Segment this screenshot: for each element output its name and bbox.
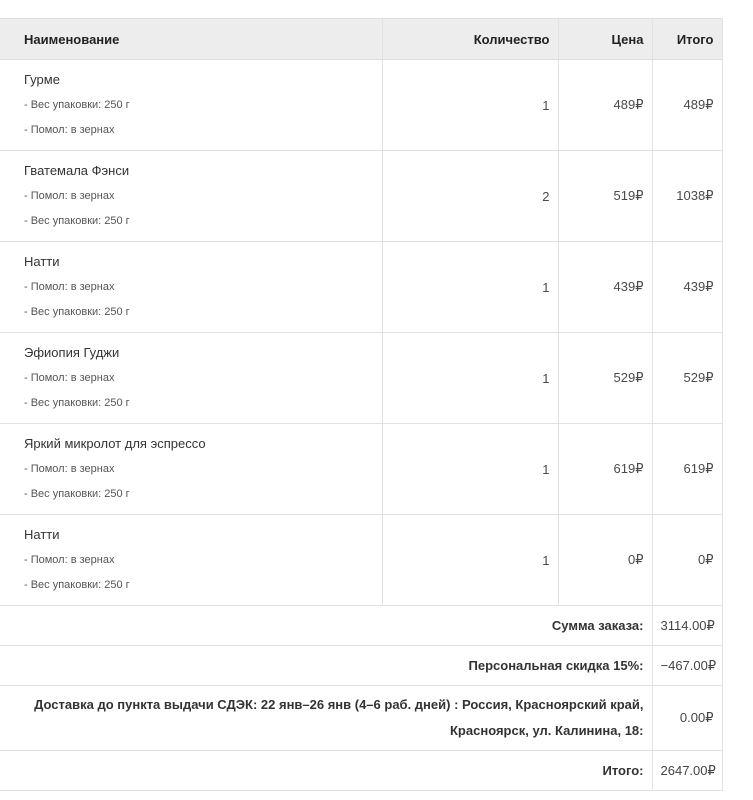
price-cell: 519₽ <box>558 151 652 242</box>
total-cell: 1038₽ <box>652 151 722 242</box>
delivery-row <box>0 686 722 751</box>
product-option: - Вес упаковки: 250 г <box>24 397 130 409</box>
grand-total-label: Итого: <box>0 751 652 791</box>
grand-total-row <box>0 751 722 791</box>
subtotal-value: 3114.00₽ <box>652 606 722 646</box>
product-option: - Вес упаковки: 250 г <box>24 215 130 227</box>
delivery-label-line2: Красноярск, ул. Калинина, 18: <box>450 723 644 738</box>
product-option: - Вес упаковки: 250 г <box>24 306 130 318</box>
product-option: - Вес упаковки: 250 г <box>24 99 130 111</box>
grand-total-value: 2647.00₽ <box>652 751 722 791</box>
price-cell: 0₽ <box>558 515 652 606</box>
product-cell <box>0 515 382 606</box>
product-option: - Помол: в зернах <box>24 124 115 136</box>
product-option: - Помол: в зернах <box>24 281 115 293</box>
product-option: - Помол: в зернах <box>24 190 115 202</box>
quantity-cell: 1 <box>382 424 558 515</box>
table-row <box>0 60 722 151</box>
product-option: - Вес упаковки: 250 г <box>24 488 130 500</box>
price-cell: 439₽ <box>558 242 652 333</box>
header-quantity: Количество <box>382 19 558 60</box>
product-name: Гватемала Фэнси <box>24 163 130 178</box>
quantity-cell: 1 <box>382 60 558 151</box>
discount-label: Персональная скидка 15%: <box>0 646 652 686</box>
product-cell <box>0 60 382 151</box>
total-cell: 439₽ <box>652 242 722 333</box>
quantity-cell: 1 <box>382 333 558 424</box>
product-name: Гурме <box>24 72 60 87</box>
product-cell <box>0 242 382 333</box>
table-header-row <box>0 19 722 60</box>
table-row <box>0 242 722 333</box>
header-price: Цена <box>558 19 652 60</box>
quantity-cell: 2 <box>382 151 558 242</box>
product-option: - Помол: в зернах <box>24 554 115 566</box>
total-cell: 529₽ <box>652 333 722 424</box>
product-option: - Помол: в зернах <box>24 463 115 475</box>
table-row <box>0 151 722 242</box>
header-name: Наименование <box>0 19 382 60</box>
subtotal-row <box>0 606 722 646</box>
discount-value: −467.00₽ <box>652 646 722 686</box>
product-name: Яркий микролот для эспрессо <box>24 436 206 451</box>
product-cell <box>0 151 382 242</box>
total-cell: 0₽ <box>652 515 722 606</box>
total-cell: 489₽ <box>652 60 722 151</box>
header-total: Итого <box>652 19 722 60</box>
table-row <box>0 424 722 515</box>
order-summary <box>0 18 722 791</box>
quantity-cell: 1 <box>382 242 558 333</box>
delivery-label-line1: Доставка до пункта выдачи СДЭК: 22 янв–26 янв (4–6 раб. дней) : Россия, Красноярский край, <box>34 697 644 712</box>
delivery-label <box>0 686 652 751</box>
table-row <box>0 515 722 606</box>
product-cell <box>0 333 382 424</box>
quantity-cell: 1 <box>382 515 558 606</box>
product-name: Эфиопия Гуджи <box>24 345 120 360</box>
items-body <box>0 60 722 606</box>
product-option: - Вес упаковки: 250 г <box>24 579 130 591</box>
discount-row <box>0 646 722 686</box>
product-option: - Помол: в зернах <box>24 372 115 384</box>
product-name: Натти <box>24 254 60 269</box>
total-cell: 619₽ <box>652 424 722 515</box>
product-cell <box>0 424 382 515</box>
price-cell: 619₽ <box>558 424 652 515</box>
price-cell: 529₽ <box>558 333 652 424</box>
product-name: Натти <box>24 527 60 542</box>
delivery-value: 0.00₽ <box>652 686 722 751</box>
subtotal-label: Сумма заказа: <box>0 606 652 646</box>
table-row <box>0 333 722 424</box>
order-table <box>0 18 723 791</box>
price-cell: 489₽ <box>558 60 652 151</box>
